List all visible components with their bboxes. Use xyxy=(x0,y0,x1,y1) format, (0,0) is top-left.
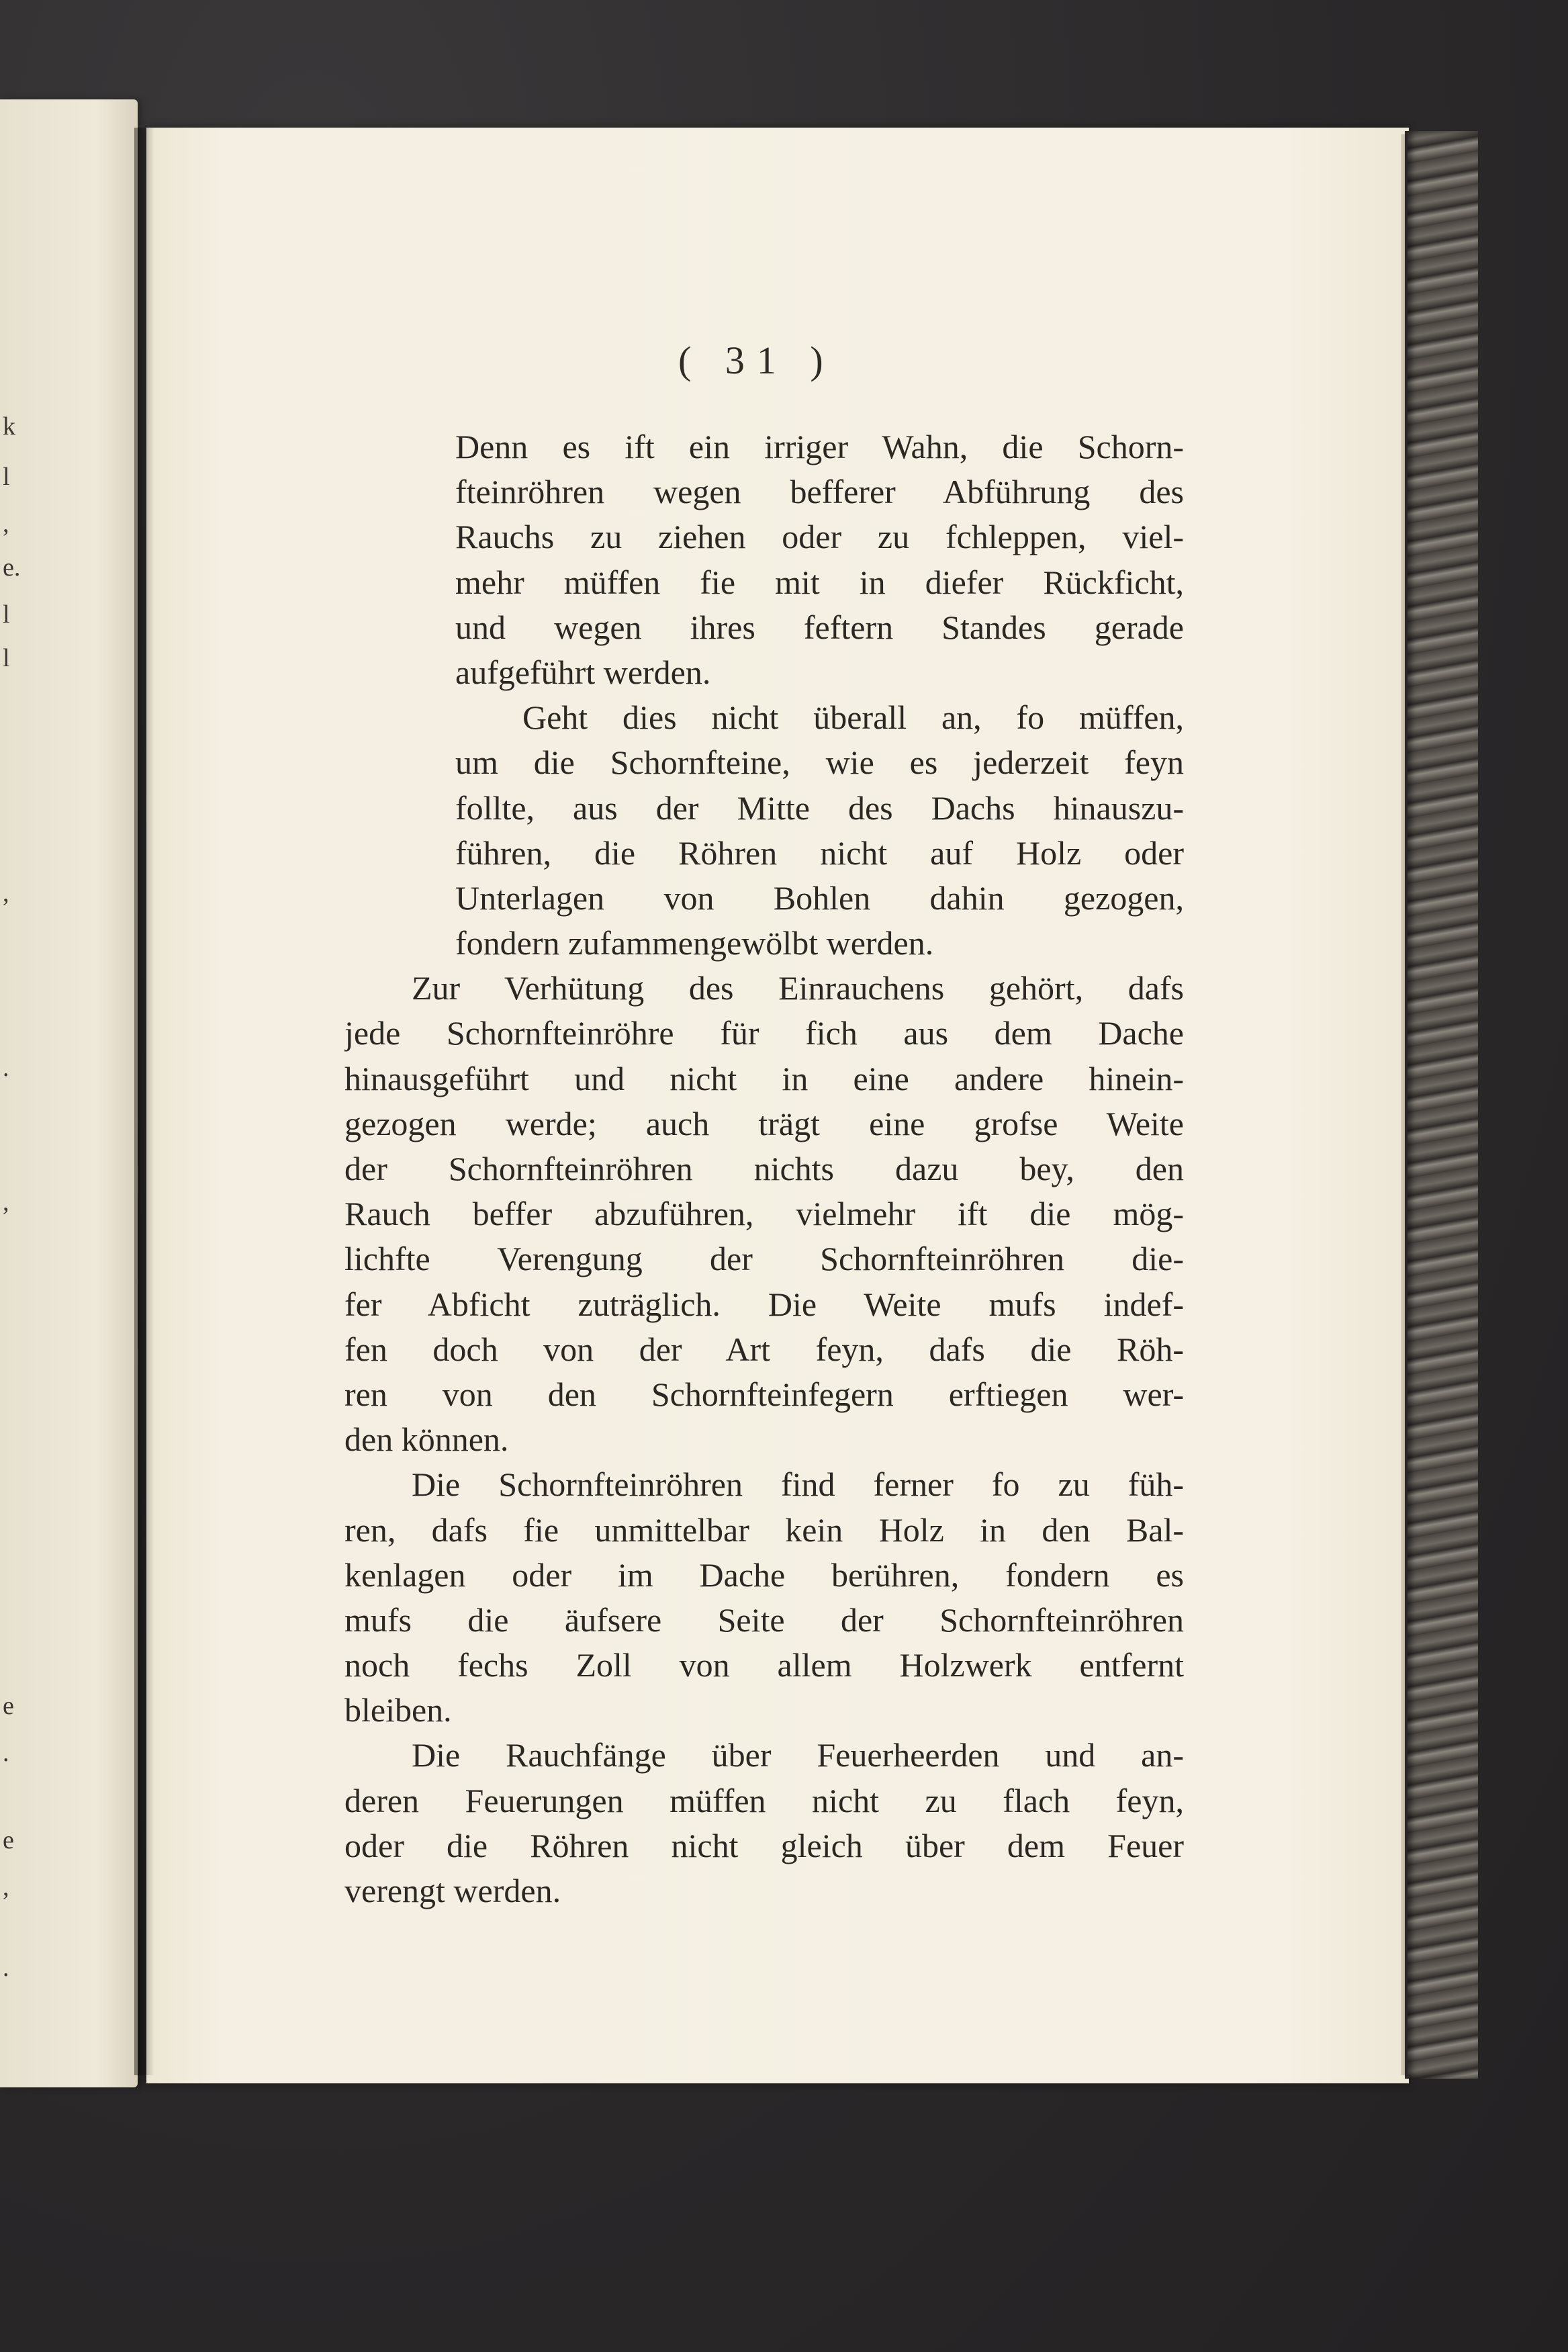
paragraph xyxy=(344,695,1184,966)
gutter-shadow xyxy=(134,128,154,2075)
text-line: Denn es ift ein irriger Wahn, die Schorn- xyxy=(455,428,1184,465)
margin-glyph: e xyxy=(3,1692,14,1720)
margin-glyph: , xyxy=(3,510,9,538)
text-line: gezogen werde; auch trägt eine grofse Weite xyxy=(344,1104,1184,1142)
paragraph xyxy=(344,966,1184,1462)
text-line: fer Abficht zuträglich. Die Weite mufs indef- xyxy=(344,1285,1184,1323)
text-line: hinausgeführt und nicht in eine andere hinein- xyxy=(344,1059,1184,1097)
text-line: noch fechs Zoll von allem Holzwerk entfernt xyxy=(344,1646,1184,1684)
margin-glyph: e xyxy=(3,1826,14,1854)
text-line: follte, aus der Mitte des Dachs hinauszu- xyxy=(455,788,1184,827)
text-line: ren von den Schornfteinfegern erftiegen wer- xyxy=(344,1375,1184,1413)
text-line: fen doch von der Art feyn, dafs die Röh- xyxy=(344,1330,1184,1368)
paragraph xyxy=(344,424,1184,695)
text-line: verengt werden. xyxy=(344,1872,561,1909)
text-line: Rauch beffer abzuführen, vielmehr ift die mög- xyxy=(344,1195,1184,1233)
text-line: den können. xyxy=(344,1420,509,1459)
margin-glyph: . xyxy=(3,1739,9,1767)
text-line: und wegen ihres feftern Standes gerade xyxy=(455,608,1184,646)
text-line: der Schornfteinröhren nichts dazu bey, den xyxy=(344,1150,1184,1187)
text-line: ren, dafs fie unmittelbar kein Holz in den Bal- xyxy=(344,1510,1184,1549)
text-line: oder die Röhren nicht gleich über dem Feuer xyxy=(344,1826,1184,1864)
left-facing-page xyxy=(0,99,138,2087)
text-line: Geht dies nicht überall an, fo müffen, xyxy=(522,698,1184,737)
margin-glyph: . xyxy=(3,1954,9,1982)
text-line: mehr müffen fie mit in diefer Rückficht, xyxy=(455,563,1184,601)
paragraph xyxy=(344,1462,1184,1733)
margin-glyph: . xyxy=(3,1054,9,1082)
text-line: jede Schornfteinröhre für fich aus dem Dache xyxy=(344,1014,1184,1052)
text-line: lichfte Verengung der Schornfteinröhren die- xyxy=(344,1240,1184,1278)
text-line: mufs die äufsere Seite der Schornfteinröhren xyxy=(344,1600,1184,1639)
margin-glyph: , xyxy=(3,1188,9,1216)
text-line: Unterlagen von Bohlen dahin gezogen, xyxy=(455,878,1184,917)
margin-glyph: l xyxy=(3,600,10,629)
margin-glyph: l xyxy=(3,644,10,672)
text-line: Zur Verhütung des Einrauchens gehört, dafs xyxy=(412,969,1184,1007)
paragraph xyxy=(344,1733,1184,1913)
margin-glyph: l xyxy=(3,463,10,491)
text-line: fteinröhren wegen befferer Abführung des xyxy=(455,473,1184,511)
margin-glyph: , xyxy=(3,879,9,907)
text-line: Die Schornfteinröhren find ferner fo zu füh- xyxy=(412,1465,1184,1504)
text-line: Die Rauchfänge über Feuerheerden und an- xyxy=(412,1736,1184,1774)
text-line: deren Feuerungen müffen nicht zu flach feyn, xyxy=(344,1781,1184,1819)
margin-glyph: k xyxy=(3,412,15,441)
text-line: bleiben. xyxy=(344,1691,452,1729)
text-line: führen, die Röhren nicht auf Holz oder xyxy=(455,833,1184,872)
text-line: fondern zufammengewölbt werden. xyxy=(455,924,934,962)
text-line: um die Schornfteine, wie es jederzeit feyn xyxy=(455,743,1184,782)
body-text xyxy=(344,424,1184,1913)
text-line: aufgeführt werden. xyxy=(455,653,711,691)
margin-glyph: , xyxy=(3,1873,9,1901)
page-number: ( 31 ) xyxy=(678,338,835,382)
text-line: kenlagen oder im Dache berühren, fondern es xyxy=(344,1555,1184,1594)
margin-glyph: e. xyxy=(3,553,21,582)
text-line: Rauchs zu ziehen oder zu fchleppen, viel- xyxy=(455,518,1184,556)
marbled-board xyxy=(1405,131,1478,2079)
